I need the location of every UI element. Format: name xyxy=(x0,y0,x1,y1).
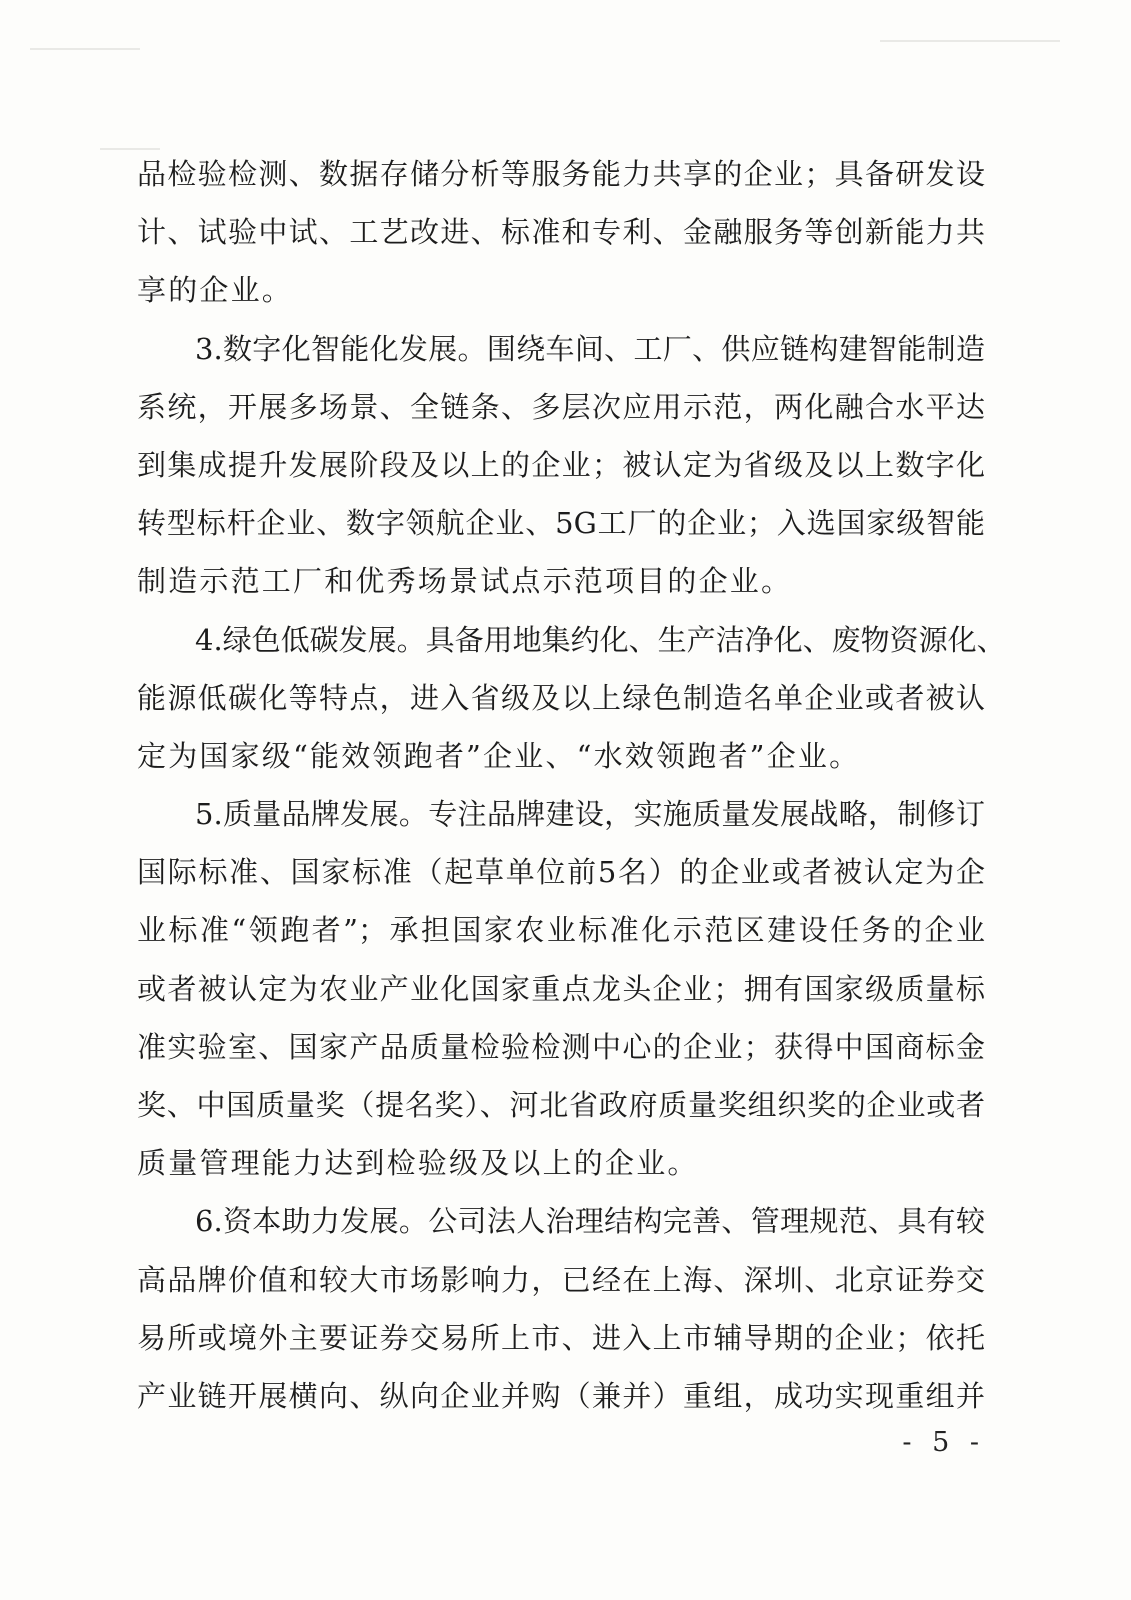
text-line: 准实验室、国家产品质量检验检测中心的企业；获得中国商标金 xyxy=(137,1029,985,1064)
text-line: 质量管理能力达到检验级及以上的企业。 xyxy=(137,1146,699,1181)
paragraph-heading-line: 5.质量品牌发展。专注品牌建设，实施质量发展战略，制修订 xyxy=(195,797,985,832)
paragraph-heading-line: 4.绿色低碳发展。具备用地集约化、生产洁净化、废物资源化、 xyxy=(195,622,1006,657)
scan-artifact xyxy=(880,40,1060,42)
text-line: 享的企业。 xyxy=(137,273,294,308)
text-line: 转型标杆企业、数字领航企业、5G工厂的企业；入选国家级智能 xyxy=(137,506,985,541)
text-line: 定为国家级“能效领跑者”企业、“水效领跑者”企业。 xyxy=(137,738,861,773)
text-line: 计、试验中试、工艺改进、标准和专利、金融服务等创新能力共 xyxy=(137,215,985,250)
scan-artifact xyxy=(30,48,140,50)
page-number: - 5 - xyxy=(902,1427,985,1458)
paragraph-heading-line: 6.资本助力发展。公司法人治理结构完善、管理规范、具有较 xyxy=(195,1204,985,1239)
text-line: 国际标准、国家标准（起草单位前5名）的企业或者被认定为企 xyxy=(137,855,985,890)
text-line: 到集成提升发展阶段及以上的企业；被认定为省级及以上数字化 xyxy=(137,447,985,482)
text-line: 易所或境外主要证券交易所上市、进入上市辅导期的企业；依托 xyxy=(137,1320,985,1355)
text-line: 或者被认定为农业产业化国家重点龙头企业；拥有国家级质量标 xyxy=(137,971,985,1006)
text-line: 系统，开展多场景、全链条、多层次应用示范，两化融合水平达 xyxy=(137,389,985,424)
paragraph-heading-line: 3.数字化智能化发展。围绕车间、工厂、供应链构建智能制造 xyxy=(195,331,985,366)
text-line: 奖、中国质量奖（提名奖）、河北省政府质量奖组织奖的企业或者 xyxy=(137,1088,985,1122)
text-line: 能源低碳化等特点，进入省级及以上绿色制造名单企业或者被认 xyxy=(137,680,985,715)
body-text xyxy=(137,145,1006,1425)
text-line: 业标准“领跑者”；承担国家农业标准化示范区建设任务的企业 xyxy=(137,913,985,948)
text-line: 品检验检测、数据存储分析等服务能力共享的企业；具备研发设 xyxy=(137,157,985,191)
text-line: 产业链开展横向、纵向企业并购（兼并）重组，成功实现重组并 xyxy=(137,1378,985,1413)
text-line: 高品牌价值和较大市场影响力，已经在上海、深圳、北京证券交 xyxy=(137,1262,985,1297)
text-line: 制造示范工厂和优秀场景试点示范项目的企业。 xyxy=(137,564,793,599)
